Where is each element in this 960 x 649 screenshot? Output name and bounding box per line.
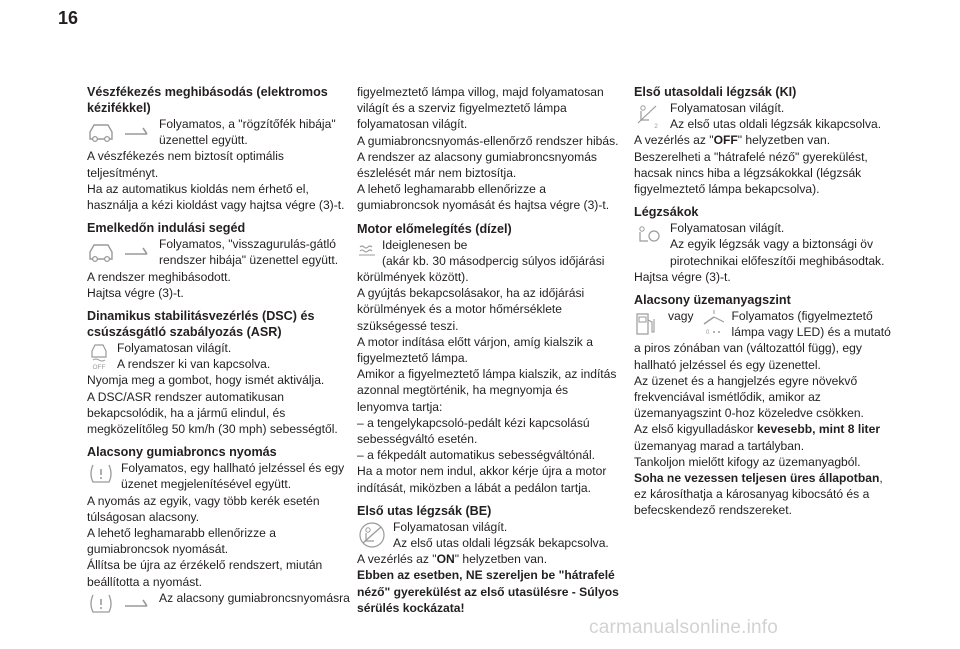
body-text: A vészfékezés nem biztosít optimális teljesítményt. Ha az automatikus kioldás nem érhető el, használja a kézi kioldást vagy hajtsa végre (3)-t.	[87, 149, 345, 213]
text-span: A vezérlés az "	[634, 133, 714, 148]
icon-description: Folyamatosan világít. Az első utas oldali légzsák bekapcsolva.	[393, 519, 609, 551]
body-text: Hajtsa végre (3)-t.	[634, 269, 731, 284]
icon-description: Folyamatosan világít. Az első utas oldali légzsák kikapcsolva.	[670, 101, 882, 132]
warning-text: Ebben az esetben, NE szereljen be "hátrafelé néző" gyerekülést az első utasülésre - Súlyos sérülés kockázata!	[357, 568, 619, 615]
text-span: , ez károsíthatja a károsanyag kibocsátó és a befecskendező rendszereket.	[634, 471, 883, 518]
column-3	[634, 84, 898, 519]
body-text: a piros zónában van (változattól függ), egy hallható jelzéssel és egy üzenettel. Az üzenet és a hangjelzés egyre növekvő frekvenciával ismétlődik, amikor az üzemanyagszint 0-hoz közeledve csökken.	[634, 341, 864, 421]
emphasis-text: kevesebb, mint 8 liter	[757, 422, 881, 437]
or-label: vagy	[668, 309, 694, 324]
text-span: A vezérlés az "	[357, 552, 437, 567]
warning-row-tyre-2	[87, 590, 357, 616]
svg-text:2: 2	[654, 123, 658, 130]
column-2	[357, 84, 620, 616]
tyre-pressure-icon	[87, 592, 159, 616]
body-text: A rendszer meghibásodott. Hajtsa végre (3)-t.	[87, 269, 231, 300]
svg-text:OFF: OFF	[92, 364, 106, 372]
section-title-passenger-airbag-off: Első utasoldali légzsák (KI)	[634, 85, 797, 99]
watermark: carmanualsonline.info	[589, 617, 779, 638]
icon-description: Folyamatos (figyelmeztető lámpa vagy LED) és a mutató	[731, 309, 891, 340]
car-slope-warning-icon	[87, 238, 159, 264]
warning-row-airbag-on	[357, 519, 620, 551]
fuel-pump-icon	[634, 310, 668, 338]
icon-description: Ideiglenesen be (akár kb. 30 másodpercig súlyos időjárási	[382, 237, 605, 268]
page-number: 16	[58, 8, 79, 28]
body-text	[634, 470, 898, 519]
body-text	[634, 421, 898, 470]
emphasis-text: OFF	[713, 133, 738, 148]
icon-description: Folyamatosan világít. Az egyik légzsák vagy a biztonsági öv pirotechnikai előfeszítői meghibásodtak.	[670, 221, 885, 268]
warning-row-emergency-braking	[87, 116, 357, 148]
body-text	[357, 551, 620, 567]
warning-row-hill-start	[87, 236, 357, 268]
tyre-pressure-icon	[87, 462, 121, 486]
warning-row-dsc	[87, 340, 357, 372]
emphasis-text: ON	[436, 552, 455, 567]
icon-description: Az alacsony gumiabroncsnyomásra	[159, 590, 350, 605]
section-title-low-tyre-pressure: Alacsony gumiabroncs nyomás	[87, 445, 277, 460]
warning-row-tyre	[87, 460, 357, 492]
section-title-dsc-asr: Dinamikus stabilitásvezérlés (DSC) és csúszásgátló szabályozás (ASR)	[87, 309, 315, 340]
section-title-low-fuel: Alacsony üzemanyagszint	[634, 293, 791, 308]
section-title-preheating: Motor előmelegítés (dízel)	[357, 221, 512, 236]
airbag-on-icon	[357, 521, 393, 549]
stability-off-icon	[87, 341, 117, 371]
warning-row-low-fuel	[634, 308, 898, 340]
airbag-off-icon	[634, 102, 670, 130]
body-text: A nyomás az egyik, vagy több kerék esetén túlságosan alacsony. A lehető leghamarabb ellenőrizze a gumiabroncsok nyomását. Állítsa be újra az érzékelő rendszert, miután beállította a nyomást.	[87, 493, 323, 589]
text-span: Az első kigyulladáskor	[634, 422, 758, 437]
icon-description: Folyamatos, egy hallható jelzéssel és egy üzenet megjelenítésével együtt.	[121, 461, 345, 492]
icon-description: Folyamatos, "visszagurulás-gátló rendszer hibája" üzenettel együtt.	[159, 237, 339, 268]
text-span: " helyzetben van.	[454, 552, 548, 567]
icon-description: Folyamatos, a "rögzítőfék hibája" üzenettel együtt.	[159, 117, 336, 148]
airbag-warning-icon	[634, 222, 670, 250]
warning-row-airbag-off	[634, 100, 898, 132]
body-text	[634, 132, 898, 197]
warning-row-airbags	[634, 220, 898, 269]
brake-car-warning-icon	[87, 118, 159, 144]
icon-description: Folyamatosan világít. A rendszer ki van kapcsolva.	[117, 341, 271, 372]
body-text: figyelmeztető lámpa villog, majd folyamatosan világít és a szerviz figyelmeztető lámpa folyamatosan világít. A gumiabroncsnyomás-ellenőrző rendszer hibás. A rendszer az alacsony gumiabroncsnyomás észlelését már nem biztosítja. A lehető leghamarabb ellenőrizze a gumiabroncsok nyomását és hajtsa végre (3)-t.	[357, 85, 619, 213]
text-span: üzemanyag marad a tartályban. Tankoljon mielőtt kifogy az üzemanyagból.	[634, 438, 861, 469]
column-1	[87, 84, 357, 616]
warning-row-preheat	[357, 237, 620, 269]
svg-text:0: 0	[705, 330, 709, 337]
section-title-hill-start-assist: Emelkedőn indulási segéd	[87, 221, 246, 236]
section-title-emergency-braking: Vészfékezés meghibásodás (elektromos kézifékkel)	[87, 85, 328, 115]
section-title-airbags: Légzsákok	[634, 205, 699, 220]
body-text: körülmények között). A gyújtás bekapcsolásakor, ha az időjárási körülmények és a motor hőmérséklete szükségessé teszi. A motor indítása előtt várjon, amíg kialszik a figyelmeztető lámpa. Amikor a figyelmeztető lámpa kialszik, az indítás azonnal megtörténik, ha megnyomja és lenyomva tartja: – a tengelykapcsoló-pedált kézi kapcsolású sebességváltó esetén. – a fékpedált automatikus sebességváltónál. Ha a motor nem indul, akkor kérje újra a motor indítását, miközben a lábát a pedálon tartja.	[357, 270, 617, 495]
emphasis-text: Soha ne vezessen teljesen üres állapotban	[634, 471, 880, 486]
section-title-passenger-airbag-on: Első utas légzsák (BE)	[357, 503, 492, 518]
fuel-gauge-icon	[700, 308, 732, 338]
text-span: " helyzetben van. Beszerelheti a "hátrafelé néző" gyerekülést, hacsak nincs hiba a légzsákokkal (légzsák figyelmeztető lámpa bekapcsolva).	[634, 133, 868, 197]
glow-plug-icon	[357, 239, 382, 259]
body-text: Nyomja meg a gombot, hogy ismét aktiválja. A DSC/ASR rendszer automatikusan bekapcsolódik, ha a jármű elindul, és megközelítőleg 50 km/h (30 mph) sebességtől.	[87, 373, 338, 437]
